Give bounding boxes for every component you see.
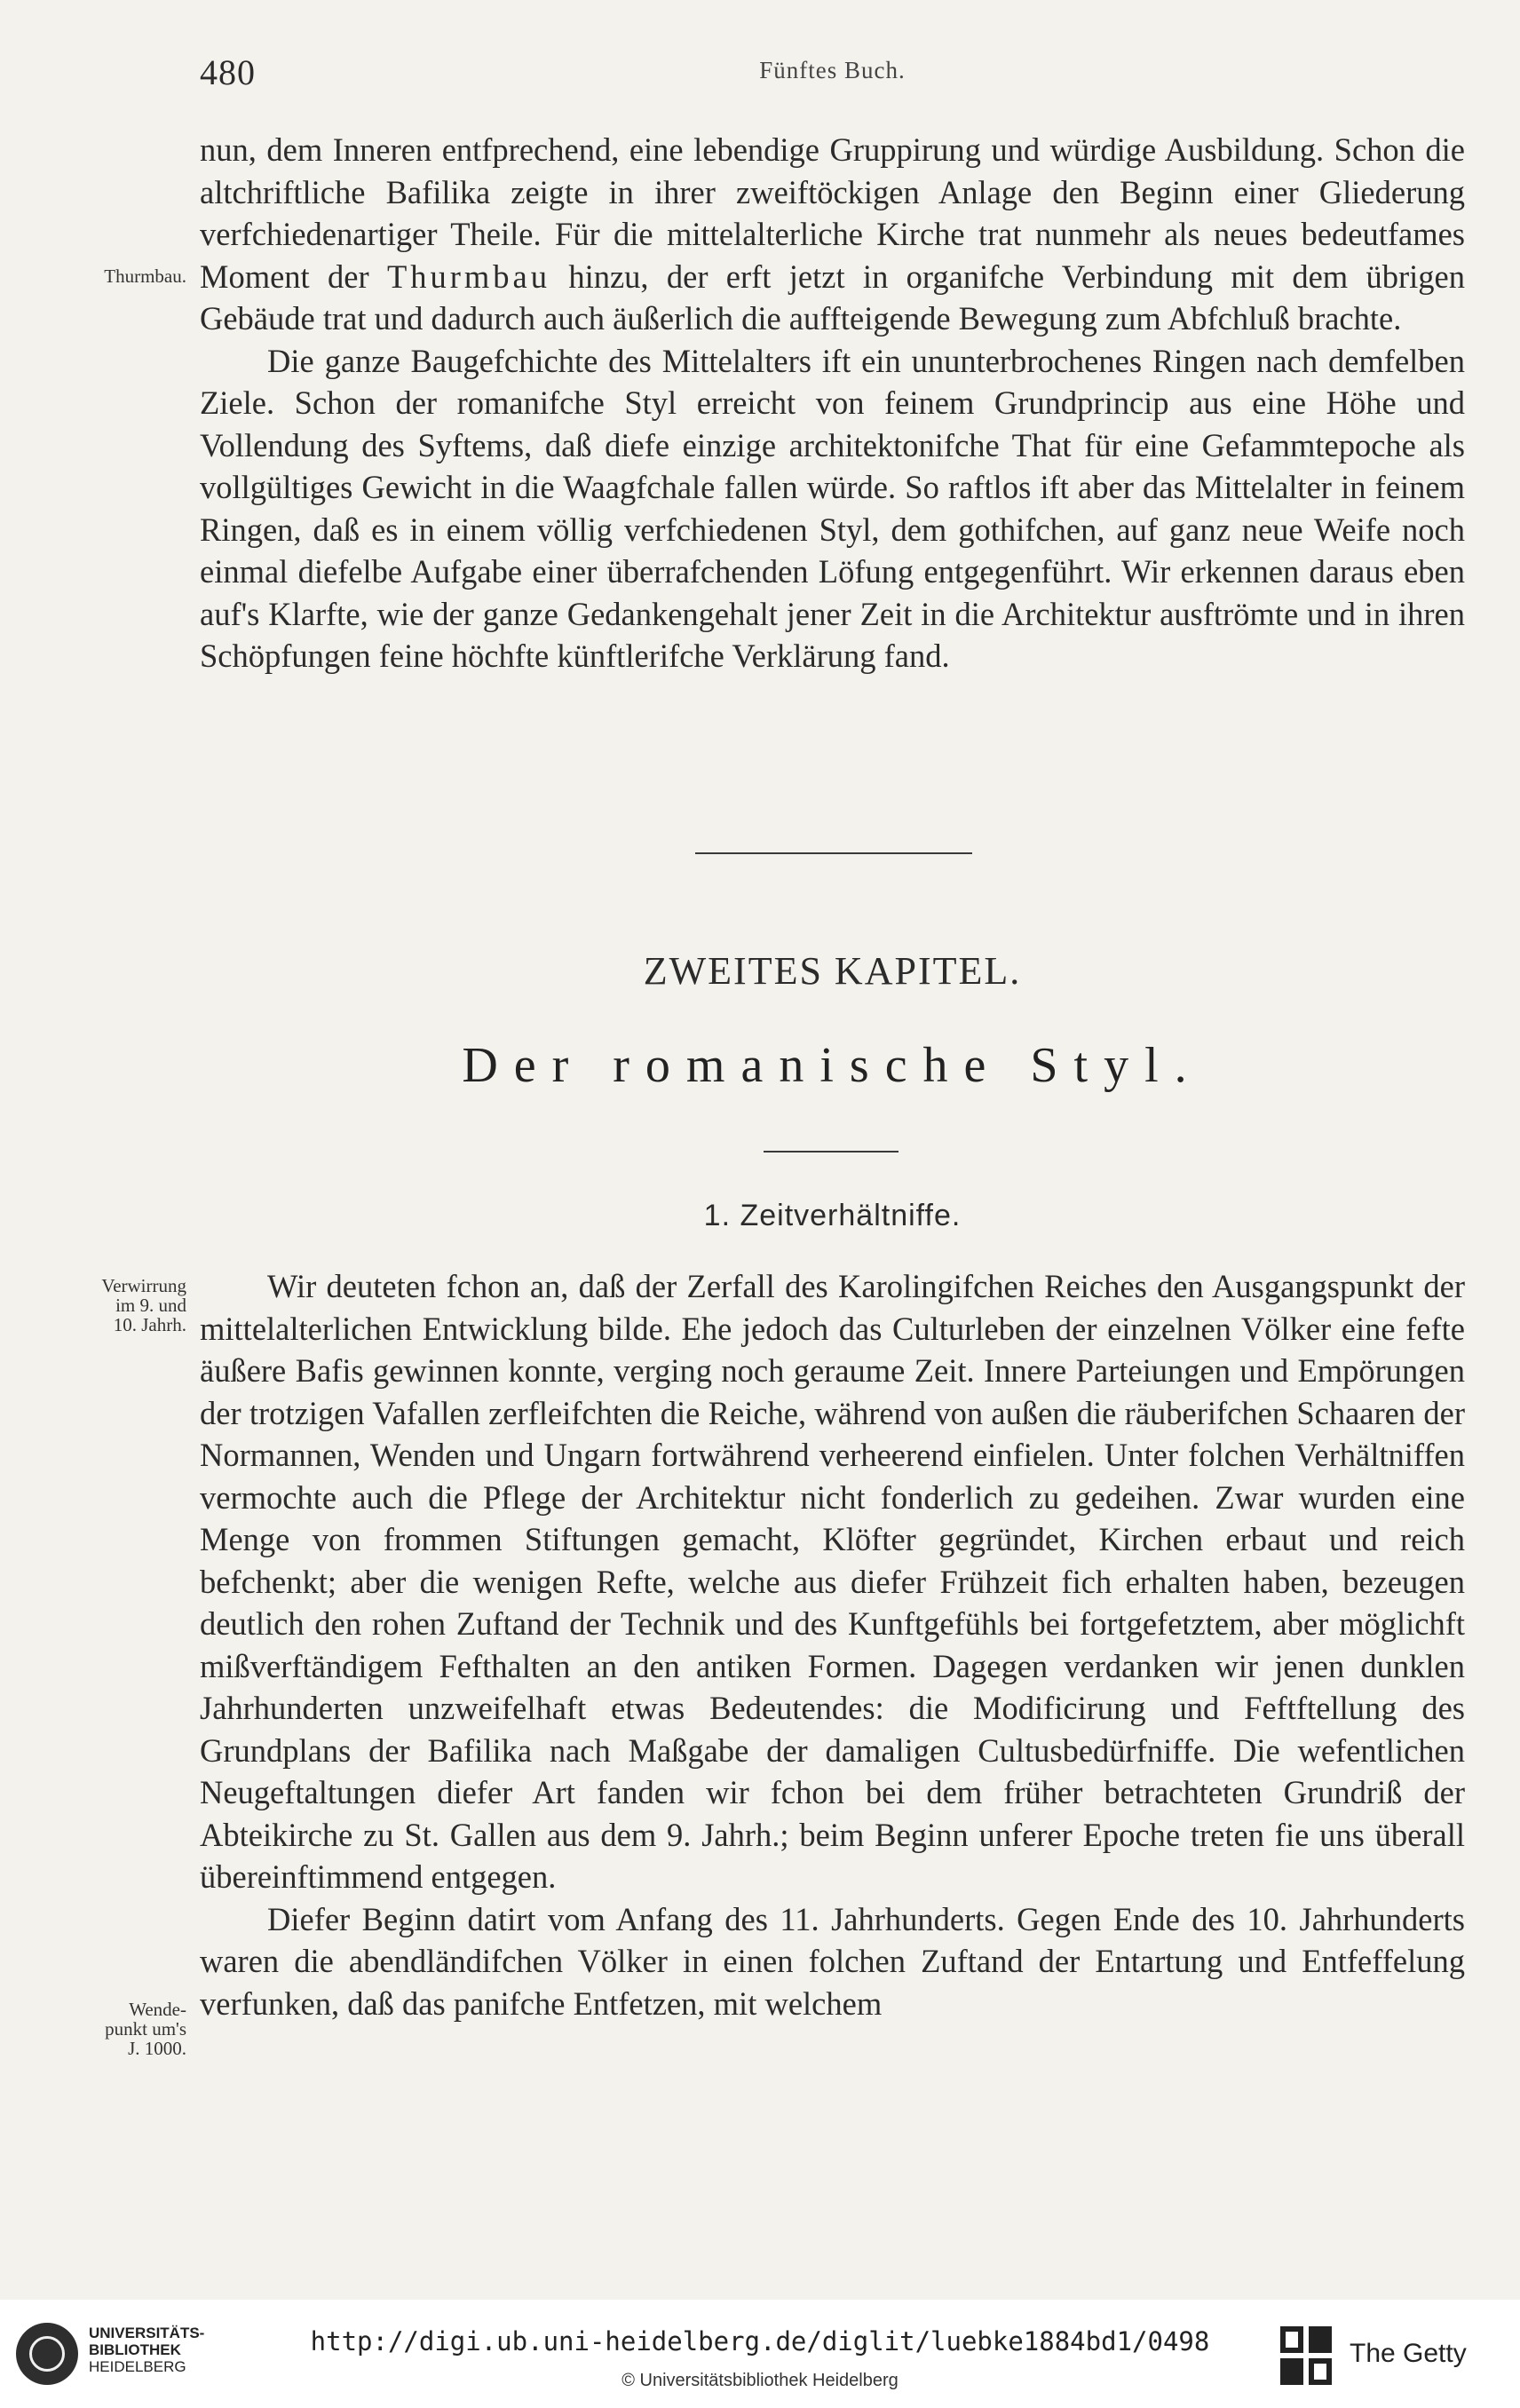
page-header <box>200 51 1465 96</box>
paragraph-3-block <box>200 1265 1465 2024</box>
paragraph-1-text-after: hinzu, der erft jetzt in organifche Verbindung mit dem übrigen Gebäude trat und dadurch auch äußerlich die auffteigende Bewegung zum Abfchluß brachte. <box>200 257 1465 337</box>
paragraph-1-text-before: nun, dem Inneren entfprechend, eine lebendige Gruppirung und würdige Ausbildung. Schon die altchriftliche Bafilika zeigte in ihrer zweiftöckigen Anlage den Beginn einer Gliederung verfchiedenartiger Theile. Für die mittelalterliche Kirche trat nunmehr als neues bedeutfames Moment der <box>200 131 1465 295</box>
footer-bar <box>0 2300 1520 2408</box>
margin-note-line: Wende- <box>129 1999 186 2020</box>
margin-note-line: 10. Jahrh. <box>113 1314 186 1335</box>
running-head: Fünftes Buch. <box>759 57 906 83</box>
getty-name: The Getty <box>1350 2339 1467 2368</box>
section-divider <box>695 852 972 854</box>
paragraph-1 <box>200 129 1465 677</box>
paragraph-2: Die ganze Baugefchichte des Mittelalters ift ein ununterbrochenes Ringen nach demfelben Ziele. Schon der romanifche Styl erreicht von feinem Grundprincip aus eine Höhe und Vollendung des Syftems, daß diefe einzige architektonifche That für eine Gefammtepoche als vollgültiges Gewicht in die Waagfchale fallen würde. So raftlos ift aber das Mittelalter in feinem Ringen, daß es in einem völlig verfchiedenen Styl, dem gothifchen, auf ganz neue Weife noch einmal diefelbe Aufgabe einer überrafchenden Löfung entgegenführt. Wir erkennen daraus eben auf's Klarfte, wie der ganze Gedankengehalt jener Zeit in die Architektur ausftrömte und in ihren Schöpfungen feine höchfte künftlerifche Verklärung fand. <box>200 342 1465 674</box>
chapter-title-rule <box>764 1151 899 1153</box>
section-heading: 1. Zeitverhältniffe. <box>703 1199 962 1232</box>
chapter-number: ZWEITES KAPITEL. <box>643 949 1022 993</box>
permalink-url[interactable]: http://digi.ub.uni-heidelberg.de/diglit/luebke1884bd1/0498 <box>310 2326 1210 2357</box>
margin-note-line: Verwirrung <box>101 1275 186 1296</box>
chapter-title: Der romanische Styl. <box>462 1038 1203 1093</box>
paragraph-1-spaced-term: Thurmbau <box>386 257 550 295</box>
margin-note-wendepunkt <box>44 2000 186 2058</box>
page-number: 480 <box>200 52 256 92</box>
copyright-notice: © Universitätsbibliothek Heidelberg <box>621 2371 899 2390</box>
paragraph-4: Diefer Beginn datirt vom Anfang des 11. Jahrhunderts. Gegen Ende des 10. Jahrhunderts waren die abendländifchen Völker in einen folchen Zuftand der Entartung und Entfeffelung verfunken, daß das panifche Entfetzen, mit welchem <box>200 1900 1465 2022</box>
library-name-line: HEIDELBERG <box>89 2358 186 2375</box>
getty-logo-icon <box>1279 2325 1335 2387</box>
margin-note-verwirrung <box>44 1276 186 1335</box>
paragraph-3: Wir deuteten fchon an, daß der Zerfall des Karolingifchen Reiches den Ausgangspunkt der mittelalterlichen Entwicklung bilde. Ehe jedoch das Culturleben der einzelnen Völker eine fefte äußere Bafis gewinnen konnte, verging noch geraume Zeit. Innere Parteiungen und Empörungen der trotzigen Vafallen zerfleifchten die Reiche, während von außen die räuberifchen Schaaren der Normannen, Wenden und Ungarn fortwährend verheerend einfielen. Unter folchen Verhältniffen vermochte auch die Pflege der Architektur nicht fonderlich zu gedeihen. Zwar wurden eine Menge von frommen Stiftungen gemacht, Klöfter gegründet, Kirchen erbaut und reich befchenkt; aber die wenigen Refte, welche aus diefer Frühzeit fich erhalten haben, bezeugen deutlich den rohen Zuftand der Technik und des Kunftgefühls bei fortgefetztem, aber möglichft mißverftändigem Fefthalten an den antiken Formen. Dagegen verdanken wir jenen dunklen Jahrhunderten unzweifelhaft etwas Bedeutendes: die Modificirung und Feftftellung des Grundplans der Bafilika nach Maßgabe der damaligen Cultusbedürfniffe. Die wefentlichen Neugeftaltungen diefer Art fanden wir fchon bei dem früher betrachteten Grundriß der Abteikirche zu St. Gallen aus dem 9. Jahrh.; beim Beginn unferer Epoche treten fie uns überall übereinftimmend entgegen. <box>200 1268 1465 1895</box>
library-name-line: UNIVERSITÄTS- <box>89 2325 205 2341</box>
library-name-line: BIBLIOTHEK <box>89 2341 181 2358</box>
margin-note-line: J. 1000. <box>128 2038 186 2059</box>
margin-note-thurmbau: Thurmbau. <box>104 265 186 287</box>
margin-note-line: im 9. und <box>115 1295 186 1316</box>
margin-note-line: punkt um's <box>105 2018 186 2040</box>
